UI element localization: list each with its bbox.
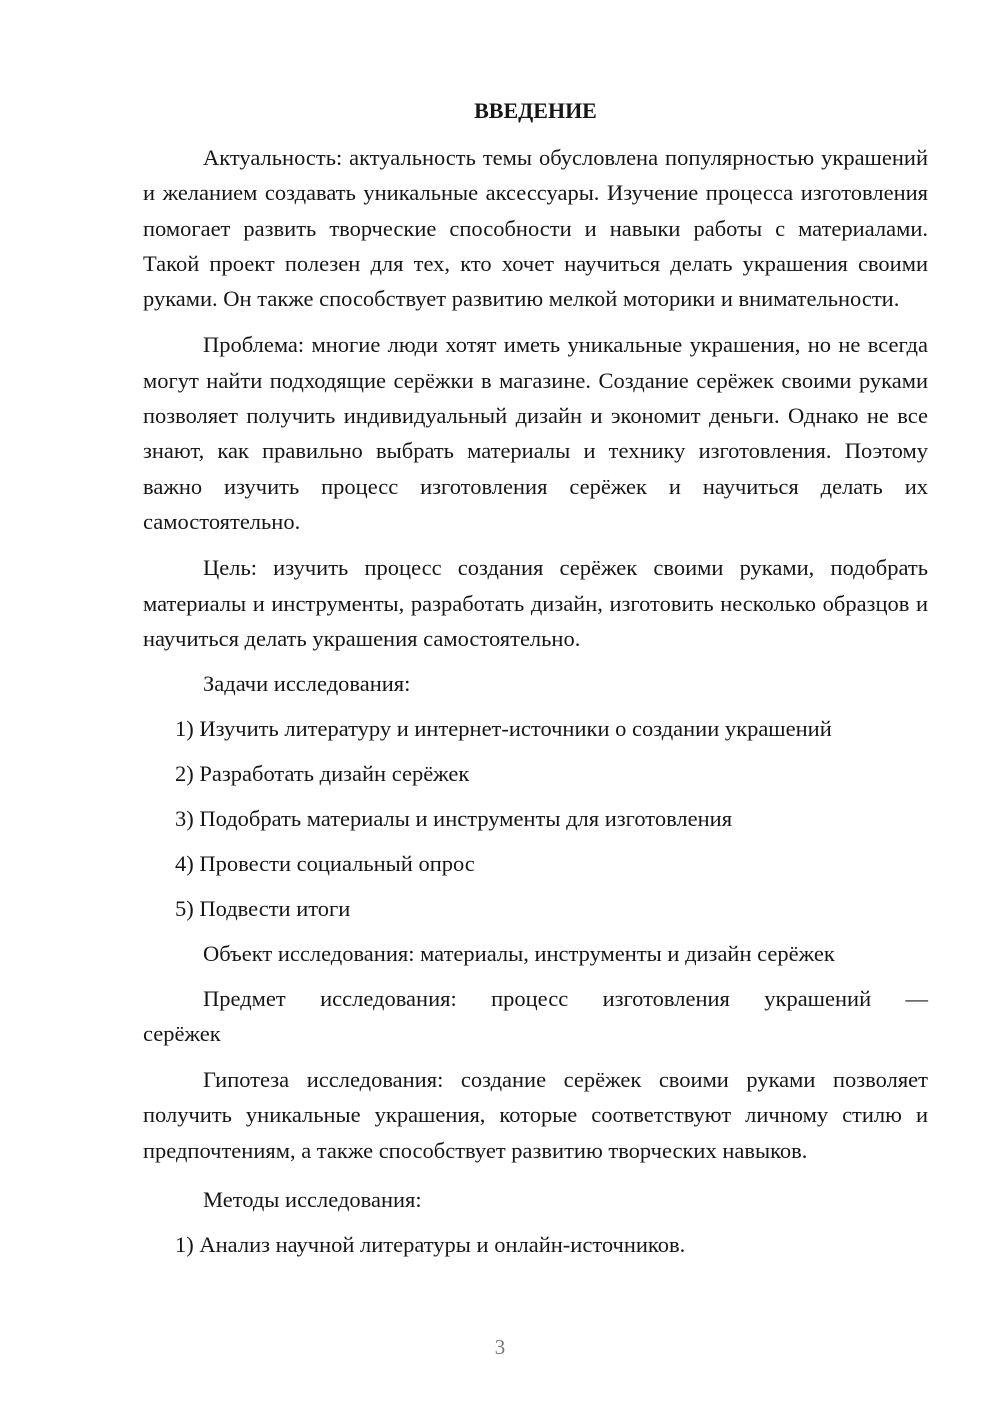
subject-word: украшений [764, 986, 872, 1012]
subject-line [203, 981, 928, 1016]
subject-word: исследования: [320, 986, 457, 1012]
page-title: ВВЕДЕНИЕ [474, 98, 597, 123]
goal-paragraph: Цель: изучить процесс создания серёжек своими руками, подобрать материалы и инструменты, разработать дизайн, изготовить несколько образцов и научиться делать украшения самостоятельно. [143, 555, 928, 651]
task-item: 4) Провести социальный опрос [175, 851, 475, 877]
subject-block [143, 981, 928, 1051]
method-item: 1) Анализ научной литературы и онлайн-источников. [175, 1232, 686, 1258]
tasks-heading: Задачи исследования: [203, 671, 411, 697]
page-content [143, 96, 928, 1262]
subject-dash: — [905, 986, 928, 1012]
object-line: Объект исследования: материалы, инструменты и дизайн серёжек [203, 941, 835, 967]
subject-word: изготовления [602, 986, 730, 1012]
relevance-paragraph: Актуальность: актуальность темы обусловлена популярностью украшений и желанием создавать уникальные аксессуары. Изучение процесса изготовления помогает развить творческие способности и навыки работы с материалами. Такой проект полезен для тех, кто хочет научиться делать украшения своими руками. Он также способствует развитию мелкой моторики и внимательности. [143, 145, 928, 312]
subject-word: Предмет [203, 986, 286, 1012]
hypothesis-paragraph: Гипотеза исследования: создание серёжек своими руками позволяет получить уникальные украшения, которые соответствуют личному стилю и предпочтениям, а также способствует развитию творческих навыков. [143, 1067, 928, 1163]
subject-word: процесс [491, 986, 569, 1012]
task-item: 3) Подобрать материалы и инструменты для изготовления [175, 806, 733, 832]
subject-continuation: серёжек [143, 1021, 221, 1047]
page-number: 3 [494, 1335, 506, 1359]
task-item: 1) Изучить литературу и интернет-источники о создании украшений [175, 716, 832, 742]
task-item: 2) Разработать дизайн серёжек [175, 761, 470, 787]
methods-heading: Методы исследования: [203, 1187, 422, 1213]
problem-paragraph: Проблема: многие люди хотят иметь уникальные украшения, но не всегда могут найти подходящие серёжки в магазине. Создание серёжек своими руками позволяет получить индивидуальный дизайн и экономит деньги. Однако не все знают, как правильно выбрать материалы и технику изготовления. Поэтому важно изучить процесс изготовления серёжек и научиться делать их самостоятельно. [143, 332, 928, 534]
task-item: 5) Подвести итоги [175, 896, 351, 922]
